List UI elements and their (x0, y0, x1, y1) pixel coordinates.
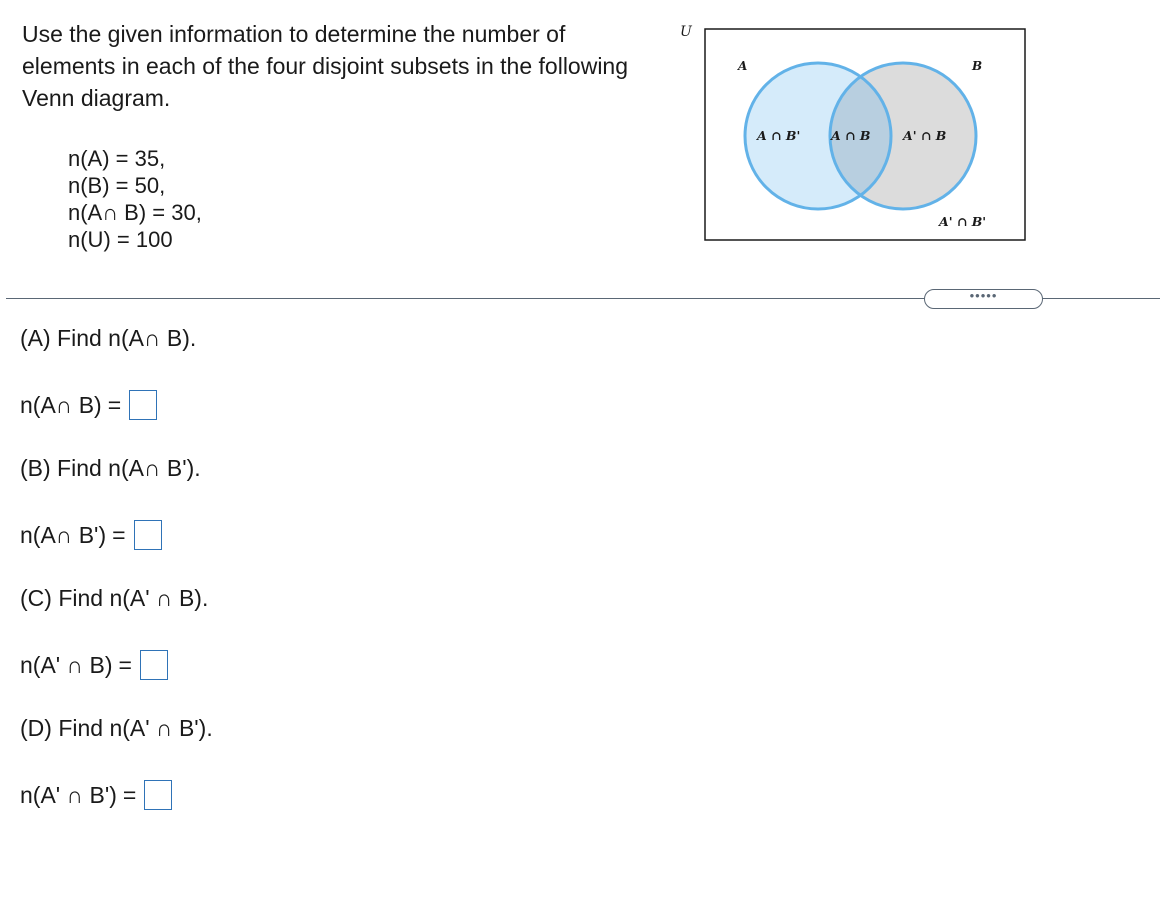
problem-instructions: Use the given information to determine the number of elements in each of the four disjoint subsets in the following Venn diagram. (22, 21, 629, 111)
region-neither-label: A' ∩ B' (939, 214, 987, 229)
question-c: (C) Find n(A' ∩ B). (20, 585, 209, 611)
answer-row-a (20, 388, 157, 422)
question-a: (A) Find n(A∩ B). (20, 325, 197, 351)
set-a-label: A (738, 59, 748, 73)
answer-row-c (20, 648, 168, 682)
answer-label-d: n(A' ∩ B') (20, 781, 117, 808)
given-n-b: n(B) = 50, (68, 173, 166, 198)
answer-input-c[interactable] (140, 650, 168, 680)
equals-sign-a: = (107, 391, 122, 418)
region-b-only-label: A' ∩ B (903, 128, 947, 143)
region-a-only-label: A ∩ B' (757, 128, 801, 143)
answer-label-c: n(A' ∩ B) (20, 651, 113, 678)
answer-row-b (20, 518, 162, 552)
equals-sign-c: = (118, 651, 132, 678)
region-both-label: A ∩ B (831, 128, 871, 143)
answer-input-a[interactable] (129, 390, 157, 420)
equals-sign-b: = (112, 521, 126, 548)
given-n-u: n(U) = 100 (68, 227, 173, 252)
question-d: (D) Find n(A' ∩ B'). (20, 715, 213, 741)
answer-label-b: n(A∩ B') (20, 521, 107, 548)
answer-input-d[interactable] (144, 780, 172, 810)
expand-button[interactable]: ••••• (924, 289, 1043, 309)
set-b-label: B (972, 59, 983, 73)
given-n-a-intersect-b: n(A∩ B) = 30, (68, 200, 202, 225)
answer-input-b[interactable] (134, 520, 162, 550)
answer-label-a: n(A∩ B) (20, 391, 102, 418)
given-n-a: n(A) = 35, (68, 146, 166, 171)
universe-label: U (680, 24, 692, 40)
answer-row-d (20, 778, 172, 812)
equals-sign-d: = (122, 781, 137, 808)
given-values (68, 145, 202, 253)
question-b: (B) Find n(A∩ B'). (20, 455, 201, 481)
venn-diagram (676, 20, 1032, 246)
